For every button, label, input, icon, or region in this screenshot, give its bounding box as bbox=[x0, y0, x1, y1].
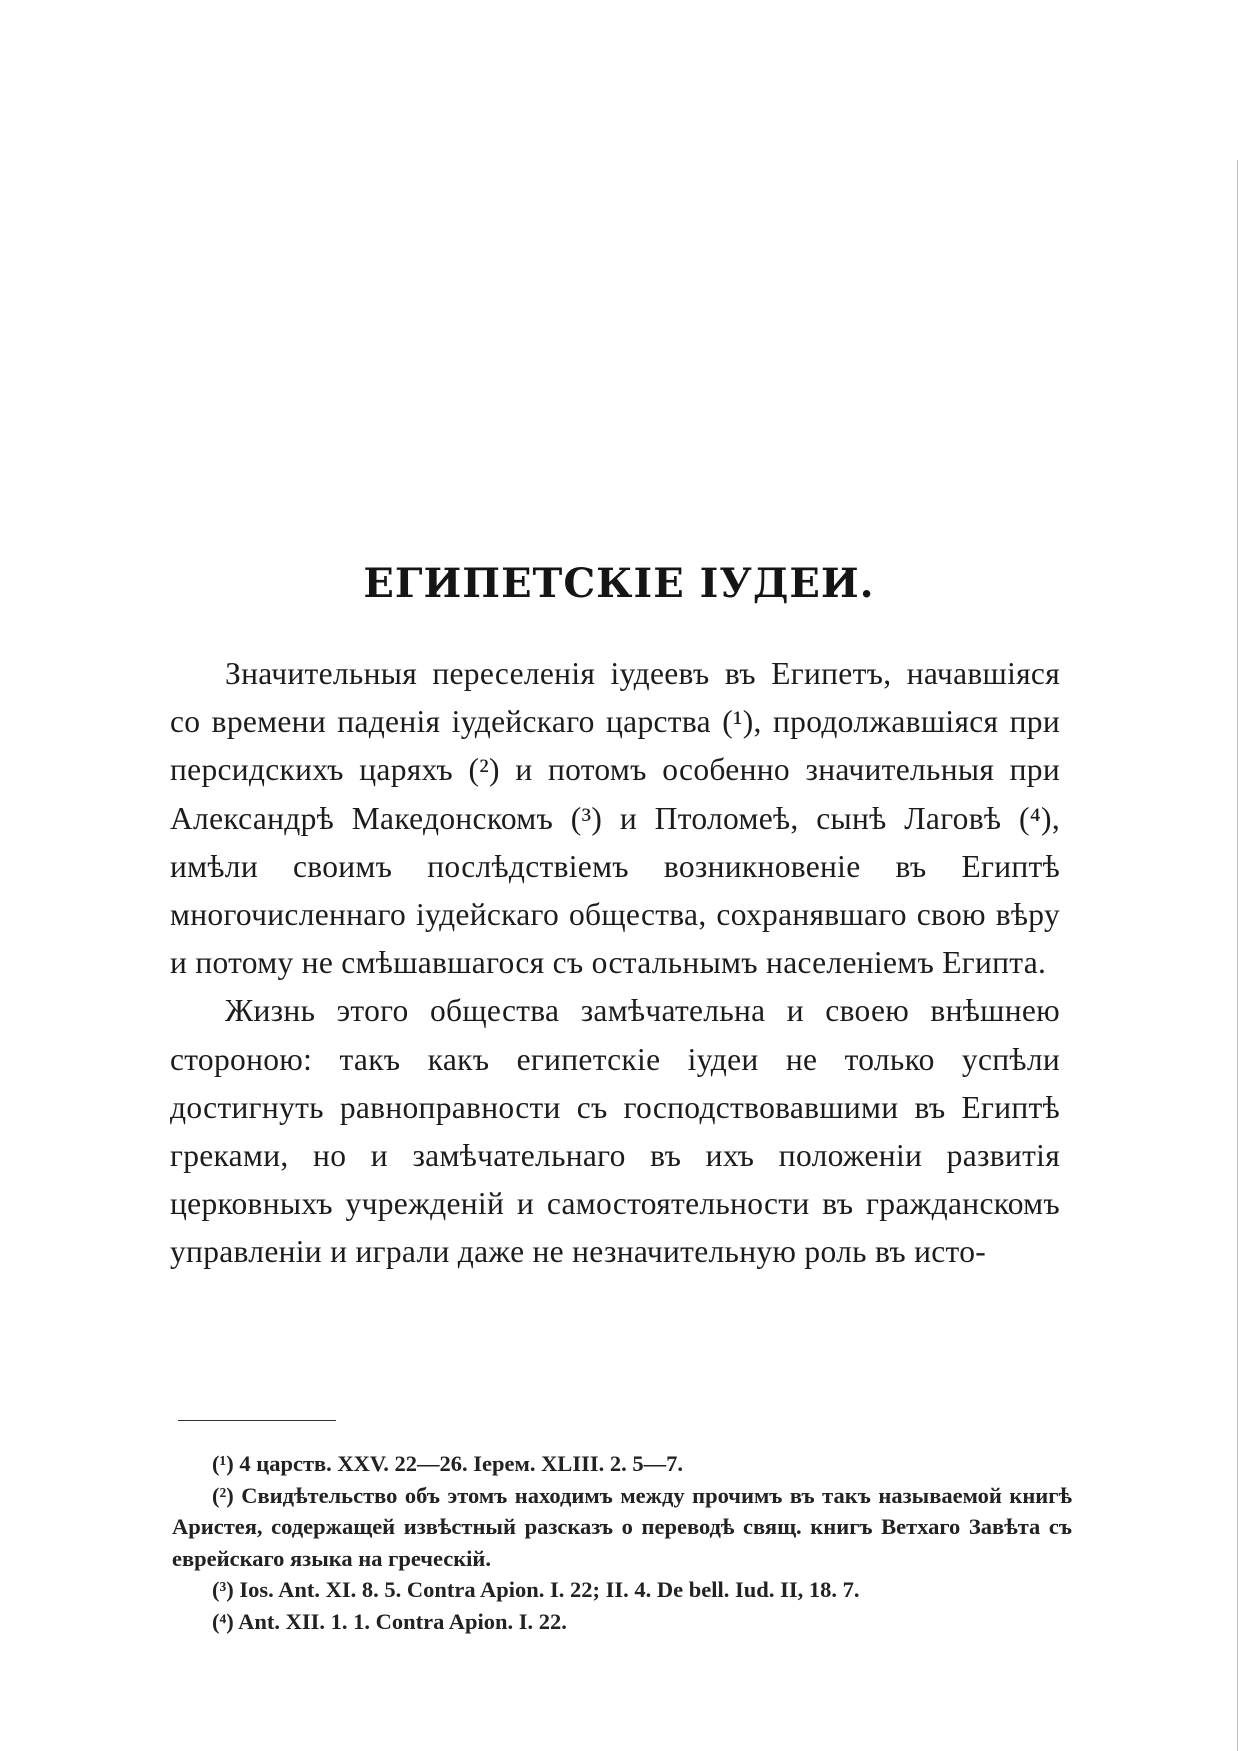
footnote-1: (¹) 4 царств. XXV. 22—26. Іерем. XLIII. 2. 5—7. bbox=[212, 1451, 683, 1476]
paragraph-2: Жизнь этого общества замѣчательна и своею внѣшнею стороною: такъ какъ египетскіе іудеи не только успѣли достигнуть равноправности съ господствовавшими въ Египтѣ греками, но и замѣчательнаго въ ихъ положеніи развитія церковныхъ учрежденій и самостоятельности въ гражданскомъ управленіи и играли даже не незначительную роль въ исто- bbox=[170, 993, 1060, 1270]
main-text bbox=[170, 650, 1060, 1277]
paragraph-1: Значительныя переселенія іудеевъ въ Египетъ, начавшіяся со времени паденія іудейскаго царства (¹), продолжавшіяся при персидскихъ царяхъ (²) и потомъ особенно значительныя при Александрѣ Македонскомъ (³) и Птоломеѣ, сынѣ Лаговѣ (⁴), имѣли своимъ послѣдствіемъ возникновеніе въ Египтѣ многочисленнаго іудейскаго общества, сохранявшаго свою вѣру и потому не смѣшавшагося съ остальнымъ населеніемъ Египта. bbox=[170, 656, 1060, 981]
page-title: ЕГИПЕТСКІЕ ІУДЕИ. bbox=[363, 560, 875, 607]
footnote-2: (²) Свидѣтельство объ этомъ находимъ между прочимъ въ такъ называемой книгѣ Аристея, содержащей извѣстный разсказъ о переводѣ свящ. книгъ Ветхаго Завѣта съ еврейскаго языка на греческій. bbox=[172, 1482, 1072, 1571]
footnotes bbox=[172, 1448, 1072, 1637]
footnote-4: (⁴) Ant. XII. 1. 1. Contra Apion. I. 22. bbox=[212, 1608, 567, 1634]
footnote-separator bbox=[178, 1420, 336, 1421]
footnote-3: (³) Ios. Ant. XI. 8. 5. Contra Apion. I. 22; II. 4. De bell. Iud. II, 18. 7. bbox=[212, 1577, 860, 1602]
